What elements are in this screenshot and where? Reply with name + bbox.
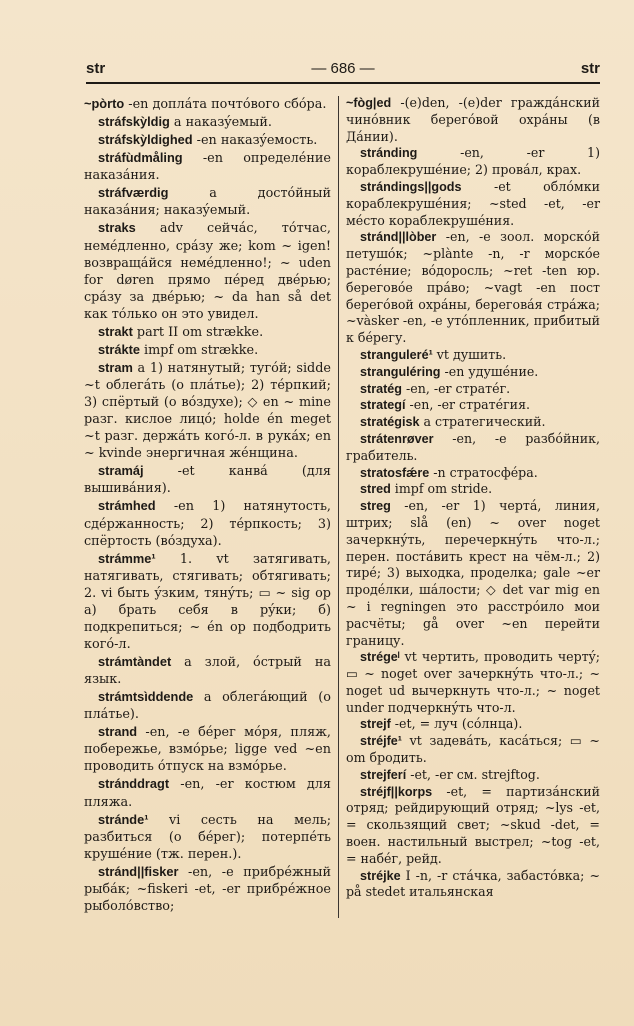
entry-headword: strátenrøver <box>360 431 434 446</box>
entry-headword: stramáj <box>98 463 144 479</box>
entry-headword: stréjke <box>360 868 401 883</box>
entry-definition: -et, -er см. strejftog. <box>406 766 540 782</box>
entry-definition: -et канвá (для вышивáния). <box>84 464 331 497</box>
entry-headword: strámme¹ <box>98 550 156 566</box>
entry-headword: strejf <box>360 717 391 732</box>
entry-definition: -en, -er стратéгия. <box>405 397 531 413</box>
dictionary-entry <box>346 767 600 784</box>
entry-headword: stráfskỳldig <box>98 114 170 130</box>
entry-definition: a 1) натянутый; тугóй; sidde ~t облегáть (о плáтье); 2) тéрпкий; 3) спёртый (о вóздухе); ◇ en ~ mine разг. кислое лицó; holde én meget ~t разг. держáть когó-л. в рукáх; en ~ kvinde энергичная жéнщина. <box>84 360 331 462</box>
entry-headword: stránddragt <box>98 776 170 792</box>
entry-definition: impf om stride. <box>390 481 493 497</box>
entry-headword: stránd||fisker <box>98 863 179 879</box>
entry-definition: -en, -e прибрéжный рыбáк; ~fiskeri -et, -er прибрéжное рыболóвство; <box>84 864 331 914</box>
entry-headword: strákte <box>98 341 140 357</box>
dictionary-entry <box>84 219 331 322</box>
entry-definition: -en, -e бéрег мóря, пляж, побережье, взмóрье; ligge ved ~en проводить óтпуск на взмóрье. <box>84 725 331 775</box>
entry-headword: strategí <box>360 398 406 413</box>
entry-definition: vt душить. <box>432 346 507 362</box>
entry-definition: adv сейчáс, тóтчас, немéдленно, срáзу же; kom ~ igen! возвращáйся немéдленно!; ~ uden for døren прямо пéред двéрью; срáзу за двéрью; ~ da han så det как тóлько он это увидел. <box>84 221 331 322</box>
entry-definition: a злой, óстрый на язык. <box>84 655 331 688</box>
dictionary-entry <box>84 688 331 723</box>
entry-definition: -en 1) натянутость, сдéржанность; 2) тéрпкость; 3) спёртость (вóздуха). <box>84 499 331 549</box>
header-right-guide-word: str <box>580 60 600 77</box>
entry-definition: vt чертить, проводить чертý; ▭ ~ noget over зачеркнýть что-л.; ~ noget ud вычеркнуть что-л.; ~ noget under подчеркнýть что-л. <box>346 649 600 715</box>
entry-definition: a облегáющий (о плáтье). <box>84 690 331 723</box>
entry-definition: -en наказýемость. <box>192 133 318 149</box>
dictionary-entry <box>84 341 331 359</box>
entry-headword: stram <box>98 359 133 375</box>
entry-headword: strégeˡ <box>360 650 400 665</box>
dictionary-entry <box>346 414 600 431</box>
dictionary-entry <box>346 347 600 364</box>
entry-headword: stratosfǽre <box>360 465 430 480</box>
entry-definition: -en, -er 1) чертá, линия, штрих; slå (en) ~ over noget зачеркнýть, перечеркнýть что-л.; перен. постáвить крест на чём-л.; 2) тирé; 3) выходка, проделка; gale ~er продéлки, шáлости; ◇ det var mig en ~ i regningen это расстрóило мои расчёты; gå over ~en перейти границу. <box>346 498 600 648</box>
dictionary-entry <box>346 733 600 767</box>
entry-headword: stráfværdig <box>98 185 169 201</box>
dictionary-entry <box>84 550 331 653</box>
dictionary-entry <box>84 811 331 863</box>
dictionary-entry <box>84 653 331 688</box>
entry-definition: vt задевáть, касáться; ▭ ~ om бродить. <box>346 733 600 766</box>
entry-headword: stráfùdmåling <box>98 150 183 166</box>
dictionary-entry <box>346 498 600 649</box>
dictionary-entry <box>346 381 600 398</box>
dictionary-entry <box>84 359 331 462</box>
entry-definition: vi сесть на мель; разбиться (о бéрег); потерпéть крушéние (тж. перен.). <box>84 812 331 862</box>
entry-headword: strámtàndet <box>98 654 172 669</box>
column-divider <box>338 96 339 918</box>
entry-definition: 1. vt затягивать, натягивать, стягивать; обтягивать; 2. vi быть ýзким, тянýть; ▭ ~ sig op a) брать себя в рýки; б) подкрепиться; ~ én op подбодрить когó-л. <box>84 551 331 652</box>
entry-definition: -et, = луч (сóлнца). <box>390 716 523 732</box>
page-header <box>86 60 600 84</box>
dictionary-entry <box>84 184 331 219</box>
dictionary-entry <box>84 95 331 113</box>
entry-headword: strejferí <box>360 767 407 782</box>
dictionary-entry <box>84 323 331 341</box>
entry-headword: stránde¹ <box>98 811 149 827</box>
dictionary-entry <box>84 113 331 131</box>
entry-definition: -en доплáта почтóвого сбóра. <box>124 97 327 112</box>
dictionary-entry <box>346 229 600 347</box>
entry-headword: stred <box>360 482 391 497</box>
dictionary-entry <box>346 364 600 381</box>
dictionary-entry <box>346 431 600 465</box>
entry-definition: -en удушéние. <box>440 363 539 379</box>
entry-headword: stránding <box>360 146 418 161</box>
dictionary-entry <box>84 497 331 549</box>
entry-headword: stratég <box>360 381 402 396</box>
entry-headword: ~pòrto <box>84 96 125 111</box>
entry-definition: -(e)den, -(e)der граждáнский чинóвник берегóвой охрáны (в Дáнии). <box>346 95 600 144</box>
entry-headword: stráfskỳldighed <box>98 132 193 148</box>
dictionary-entry <box>346 784 600 868</box>
dictionary-entry <box>346 481 600 498</box>
entry-headword: strand <box>98 724 138 740</box>
entry-definition: -en, -er 1) кораблекрушéние; 2) провáл, крах. <box>346 145 600 178</box>
entry-headword: stranguleré¹ <box>360 347 433 362</box>
entry-definition: -en, -er костюм для пляжа. <box>84 777 331 810</box>
dictionary-entry <box>346 179 600 229</box>
header-rule <box>86 82 600 84</box>
entry-definition: part II om strække. <box>132 324 264 340</box>
dictionary-entry <box>84 723 331 775</box>
entry-headword: strámtsìddende <box>98 689 194 705</box>
dictionary-entry <box>346 397 600 414</box>
entry-headword: ~fòg|ed <box>346 96 392 110</box>
entry-definition: -en, -er стратéг. <box>402 380 511 396</box>
page-number: — 686 — <box>311 60 375 77</box>
entry-definition: a наказýемый. <box>169 115 272 131</box>
entry-definition: I -n, -r стáчка, забастóвка; ~ på stedet итальянская <box>346 867 600 900</box>
dictionary-entry <box>346 95 600 145</box>
entry-definition: a стратегический. <box>419 414 546 430</box>
entry-definition: -en определéние наказáния. <box>84 151 331 184</box>
entry-headword: stratégisk <box>360 415 420 430</box>
entry-definition: impf om strække. <box>139 342 259 358</box>
entry-definition: -et, = партизáнский отряд; рейдирующий отряд; ~lys -et, = скользящий свет; ~skud -det, = воен. настильный выстрел; ~tog -et, = набéг, рейд. <box>346 783 600 866</box>
entry-headword: stranguléring <box>360 364 441 379</box>
entry-headword: strámhed <box>98 498 156 514</box>
entry-definition: -et облóмки кораблекрушéния; ~sted -et, -er мéсто кораблекрушéния. <box>346 178 600 228</box>
dictionary-entry <box>346 716 600 733</box>
dictionary-entry <box>346 465 600 482</box>
entry-headword: stréjfe¹ <box>360 734 402 749</box>
entry-headword: strándings||gods <box>360 179 462 194</box>
entry-headword: straks <box>98 220 136 236</box>
dictionary-entry <box>84 131 331 149</box>
right-column <box>346 95 600 901</box>
dictionary-entry <box>84 863 331 915</box>
entry-headword: stréjf||korps <box>360 784 433 799</box>
entry-headword: streg <box>360 499 391 514</box>
dictionary-entry <box>346 649 600 716</box>
header-left-guide-word: str <box>86 60 106 77</box>
entry-definition: -en, -e разбóйник, грабитель. <box>346 430 600 463</box>
dictionary-entry <box>84 462 331 497</box>
entry-definition: -n стратосфéра. <box>429 464 538 480</box>
entry-headword: stránd||lòber <box>360 230 437 245</box>
entry-definition: a достóйный наказáния; наказýемый. <box>84 186 331 219</box>
dictionary-entry <box>84 775 331 810</box>
dictionary-entry <box>84 149 331 184</box>
dictionary-entry <box>346 145 600 179</box>
entry-headword: strakt <box>98 323 133 339</box>
entry-definition: -en, -e зоол. морскóй петушóк; ~plànte -n, -r морскóе растéние; вóдоросль; ~ret -ten юр. береговóе прáво; ~vagt -en пост берегóвой охрáны, береговáя стрáжа; ~vàsker -en, -e утóпленник, прибитый к бéрегу. <box>346 229 600 346</box>
dictionary-entry <box>346 868 600 902</box>
left-column <box>84 95 331 915</box>
